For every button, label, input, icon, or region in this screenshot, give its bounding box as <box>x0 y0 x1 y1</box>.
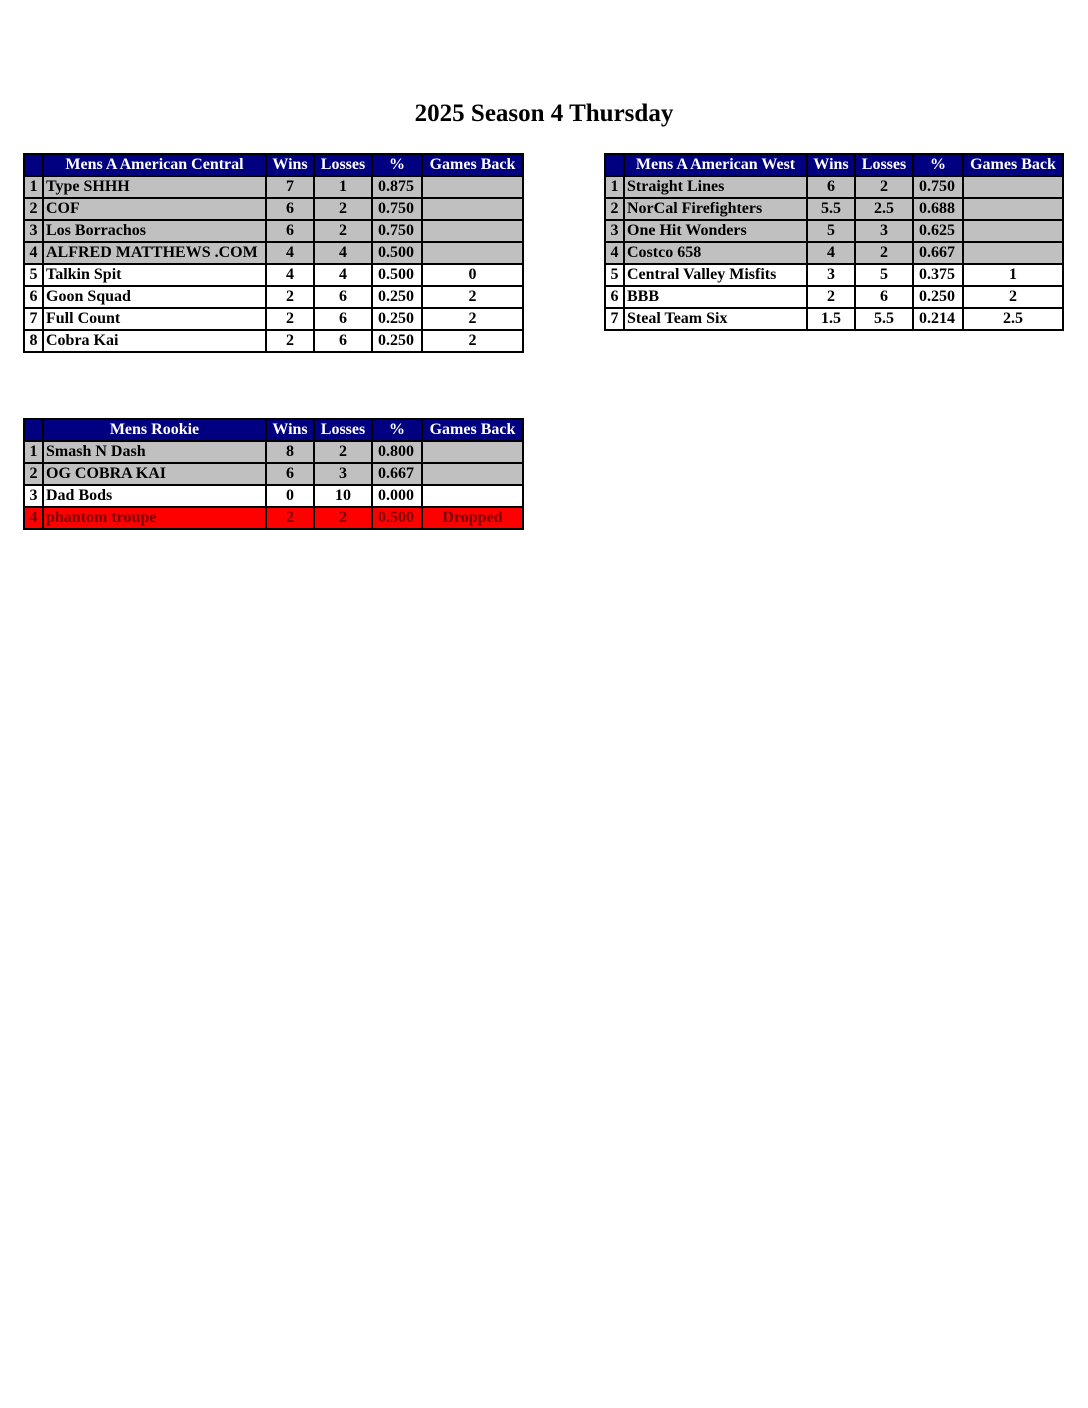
wins-cell: 1.5 <box>807 308 855 330</box>
wins-cell: 6 <box>266 198 314 220</box>
table-row <box>24 242 523 264</box>
games-back-cell <box>422 463 523 485</box>
table-row <box>24 176 523 198</box>
team-name-cell: BBB <box>624 286 807 308</box>
wins-cell: 5 <box>807 220 855 242</box>
pct-cell: 0.750 <box>372 198 422 220</box>
rank-cell: 3 <box>605 220 624 242</box>
rank-cell: 5 <box>24 264 43 286</box>
pct-header: % <box>372 419 422 441</box>
wins-cell: 6 <box>266 220 314 242</box>
wins-cell: 2 <box>266 330 314 352</box>
team-name-cell: Talkin Spit <box>43 264 266 286</box>
table-row <box>605 176 1063 198</box>
rank-cell: 7 <box>24 308 43 330</box>
wins-header: Wins <box>266 154 314 176</box>
table-row <box>24 441 523 463</box>
rank-cell: 4 <box>24 507 43 529</box>
team-name-cell: Cobra Kai <box>43 330 266 352</box>
table-row <box>605 308 1063 330</box>
standings-table-west <box>604 153 1064 331</box>
pct-cell: 0.667 <box>372 463 422 485</box>
wins-cell: 2 <box>266 507 314 529</box>
wins-cell: 2 <box>266 308 314 330</box>
table-row <box>24 198 523 220</box>
wins-cell: 8 <box>266 441 314 463</box>
table-header-row <box>24 419 523 441</box>
table-row <box>24 220 523 242</box>
wins-cell: 4 <box>266 242 314 264</box>
wins-cell: 5.5 <box>807 198 855 220</box>
pct-cell: 0.750 <box>372 220 422 242</box>
rank-cell: 4 <box>605 242 624 264</box>
team-name-cell: OG COBRA KAI <box>43 463 266 485</box>
losses-cell: 1 <box>314 176 372 198</box>
table-row <box>24 507 523 529</box>
team-name-cell: Type SHHH <box>43 176 266 198</box>
division-name: Mens Rookie <box>43 419 266 441</box>
table-header-row <box>24 154 523 176</box>
wins-cell: 0 <box>266 485 314 507</box>
division-name: Mens A American Central <box>43 154 266 176</box>
team-name-cell: Full Count <box>43 308 266 330</box>
losses-cell: 10 <box>314 485 372 507</box>
pct-cell: 0.625 <box>913 220 963 242</box>
games-back-cell: 2.5 <box>963 308 1063 330</box>
games-back-cell: 2 <box>422 286 523 308</box>
rank-cell: 7 <box>605 308 624 330</box>
pct-cell: 0.250 <box>372 308 422 330</box>
games-back-cell <box>422 198 523 220</box>
team-name-cell: Los Borrachos <box>43 220 266 242</box>
losses-cell: 2.5 <box>855 198 913 220</box>
wins-cell: 3 <box>807 264 855 286</box>
games-back-cell: 2 <box>422 308 523 330</box>
pct-cell: 0.000 <box>372 485 422 507</box>
team-name-cell: phantom troupe <box>43 507 266 529</box>
games-back-cell: 0 <box>422 264 523 286</box>
losses-cell: 2 <box>314 198 372 220</box>
pct-cell: 0.250 <box>372 330 422 352</box>
rank-cell: 2 <box>605 198 624 220</box>
pct-cell: 0.214 <box>913 308 963 330</box>
rank-header <box>24 154 43 176</box>
games-back-cell <box>422 220 523 242</box>
table-row <box>24 286 523 308</box>
pct-cell: 0.500 <box>372 507 422 529</box>
wins-header: Wins <box>807 154 855 176</box>
pct-cell: 0.875 <box>372 176 422 198</box>
losses-cell: 6 <box>314 286 372 308</box>
pct-header: % <box>913 154 963 176</box>
team-name-cell: Smash N Dash <box>43 441 266 463</box>
table-row <box>605 220 1063 242</box>
team-name-cell: Steal Team Six <box>624 308 807 330</box>
table-row <box>24 330 523 352</box>
wins-cell: 2 <box>807 286 855 308</box>
rank-header <box>24 419 43 441</box>
wins-header: Wins <box>266 419 314 441</box>
losses-cell: 5.5 <box>855 308 913 330</box>
games-back-cell <box>963 198 1063 220</box>
rank-cell: 4 <box>24 242 43 264</box>
pct-cell: 0.800 <box>372 441 422 463</box>
pct-cell: 0.750 <box>913 176 963 198</box>
table-header-row <box>605 154 1063 176</box>
losses-header: Losses <box>314 154 372 176</box>
standings-table-rookie <box>23 418 524 530</box>
losses-cell: 6 <box>855 286 913 308</box>
rank-cell: 6 <box>605 286 624 308</box>
table-row <box>24 308 523 330</box>
losses-cell: 2 <box>314 220 372 242</box>
pct-cell: 0.250 <box>913 286 963 308</box>
games-back-header: Games Back <box>422 154 523 176</box>
pct-header: % <box>372 154 422 176</box>
games-back-cell <box>422 485 523 507</box>
rank-cell: 2 <box>24 463 43 485</box>
pct-cell: 0.688 <box>913 198 963 220</box>
rank-cell: 2 <box>24 198 43 220</box>
rank-cell: 1 <box>24 441 43 463</box>
team-name-cell: Costco 658 <box>624 242 807 264</box>
wins-cell: 4 <box>266 264 314 286</box>
table-row <box>605 198 1063 220</box>
team-name-cell: NorCal Firefighters <box>624 198 807 220</box>
losses-header: Losses <box>314 419 372 441</box>
team-name-cell: COF <box>43 198 266 220</box>
losses-cell: 6 <box>314 308 372 330</box>
team-name-cell: ALFRED MATTHEWS .COM <box>43 242 266 264</box>
pct-cell: 0.250 <box>372 286 422 308</box>
wins-cell: 6 <box>266 463 314 485</box>
games-back-cell: 1 <box>963 264 1063 286</box>
pct-cell: 0.500 <box>372 264 422 286</box>
games-back-cell <box>963 220 1063 242</box>
standings-table-central <box>23 153 524 353</box>
losses-cell: 4 <box>314 264 372 286</box>
losses-header: Losses <box>855 154 913 176</box>
games-back-cell <box>422 176 523 198</box>
losses-cell: 3 <box>314 463 372 485</box>
wins-cell: 4 <box>807 242 855 264</box>
losses-cell: 2 <box>314 441 372 463</box>
rank-cell: 8 <box>24 330 43 352</box>
rank-header <box>605 154 624 176</box>
table-row <box>605 286 1063 308</box>
team-name-cell: Dad Bods <box>43 485 266 507</box>
rank-cell: 6 <box>24 286 43 308</box>
wins-cell: 2 <box>266 286 314 308</box>
losses-cell: 6 <box>314 330 372 352</box>
games-back-cell: Dropped <box>422 507 523 529</box>
losses-cell: 2 <box>314 507 372 529</box>
games-back-header: Games Back <box>963 154 1063 176</box>
page-title: 2025 Season 4 Thursday <box>414 100 674 127</box>
losses-cell: 3 <box>855 220 913 242</box>
games-back-cell <box>963 242 1063 264</box>
wins-cell: 6 <box>807 176 855 198</box>
pct-cell: 0.375 <box>913 264 963 286</box>
rank-cell: 5 <box>605 264 624 286</box>
losses-cell: 4 <box>314 242 372 264</box>
rank-cell: 3 <box>24 220 43 242</box>
team-name-cell: Central Valley Misfits <box>624 264 807 286</box>
games-back-cell <box>422 441 523 463</box>
team-name-cell: Straight Lines <box>624 176 807 198</box>
pct-cell: 0.500 <box>372 242 422 264</box>
losses-cell: 5 <box>855 264 913 286</box>
division-name: Mens A American West <box>624 154 807 176</box>
team-name-cell: One Hit Wonders <box>624 220 807 242</box>
wins-cell: 7 <box>266 176 314 198</box>
losses-cell: 2 <box>855 176 913 198</box>
team-name-cell: Goon Squad <box>43 286 266 308</box>
table-row <box>605 242 1063 264</box>
table-row <box>24 264 523 286</box>
table-row <box>605 264 1063 286</box>
rank-cell: 3 <box>24 485 43 507</box>
games-back-cell: 2 <box>422 330 523 352</box>
games-back-cell: 2 <box>963 286 1063 308</box>
losses-cell: 2 <box>855 242 913 264</box>
pct-cell: 0.667 <box>913 242 963 264</box>
games-back-header: Games Back <box>422 419 523 441</box>
rank-cell: 1 <box>605 176 624 198</box>
table-row <box>24 485 523 507</box>
table-row <box>24 463 523 485</box>
games-back-cell <box>963 176 1063 198</box>
rank-cell: 1 <box>24 176 43 198</box>
games-back-cell <box>422 242 523 264</box>
